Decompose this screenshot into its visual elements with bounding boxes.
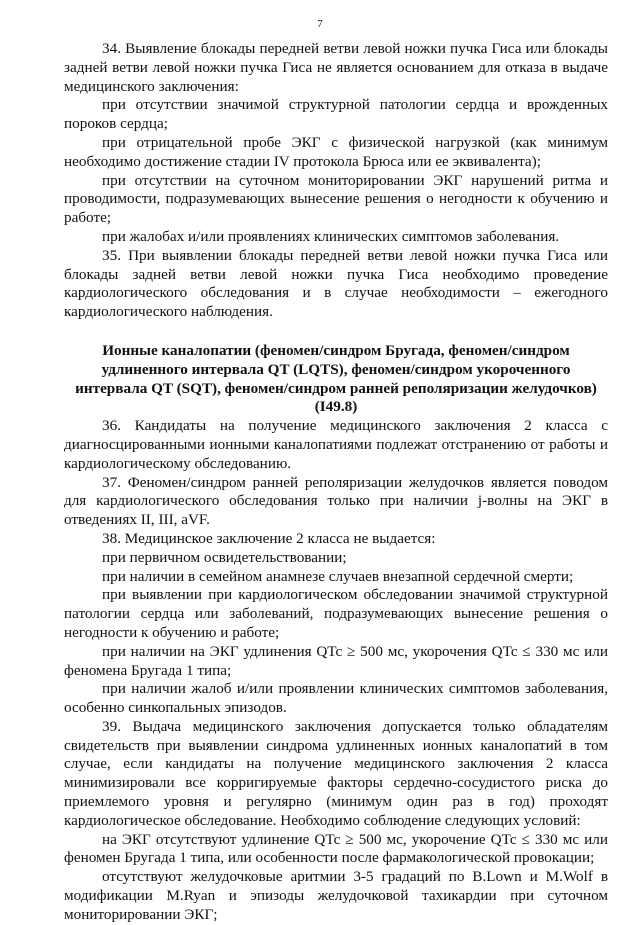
condition-stress-test: при отрицательной пробе ЭКГ с физической нагрузкой (как минимум необходимо достижение стадии IV протокола Брюса или ее эквивалента);: [64, 133, 608, 170]
condition-initial-exam: при первичном освидетельствовании;: [102, 548, 347, 566]
condition-symptoms: при жалобах и/или проявлениях клинических симптомов заболевания.: [102, 227, 560, 245]
requirement-ecg: на ЭКГ отсутствуют удлинение QTc ≥ 500 мс, укорочение QTc ≤ 330 мс или феномен Бругада 1 типа, или особенности после фармакологической провокации;: [64, 830, 608, 867]
paragraph-38: 38. Медицинское заключение 2 класса не выдается:: [102, 529, 436, 547]
paragraph-37: 37. Феномен/синдром ранней реполяризации желудочков является поводом для кардиологического обследования только при наличии j-волны на ЭКГ в отведениях II, III, aVF.: [64, 473, 608, 529]
paragraph-39: 39. Выдача медицинского заключения допускается только обладателям свидетельств при выявлении синдрома удлиненных ионных каналопатий в том случае, если кандидаты на получение медицинского заключения 2 класса минимизировали все корригируемые факторы сердечно-сосудистого риска до приемлемого уровня и регулярно (минимум один раз в год) проходят кардиологическое обследование. Необходимо соблюдение следующих условий:: [64, 717, 608, 829]
condition-family-history: при наличии в семейном анамнезе случаев внезапной сердечной смерти;: [102, 567, 574, 585]
document-body: [64, 40, 608, 925]
section-gap: [64, 322, 608, 342]
condition-cardio-exam: при выявлении при кардиологическом обследовании значимой структурной патологии сердца или заболеваний, подразумевающих вынесение решения о негодности к обучению и работе;: [64, 586, 608, 641]
page-number: 7: [317, 18, 323, 30]
condition-holter: при отсутствии на суточном мониторировании ЭКГ нарушений ритма и проводимости, подразумевающих вынесение решения о негодности к обучению и работе;: [64, 171, 608, 227]
condition-syncope: при наличии жалоб и/или проявлении клинических симптомов заболевания, особенно синкопальных эпизодов.: [64, 680, 608, 717]
condition-structural-pathology: при отсутствии значимой структурной патологии сердца и врожденных пороков сердца;: [64, 96, 608, 133]
paragraph-36: 36. Кандидаты на получение медицинского заключения 2 класса с диагносцированными ионными каналопатиями подлежат отстранению от работы и кардиологическому обследованию.: [64, 417, 608, 472]
requirement-arrhythmia: отсутствуют желудочковые аритмии 3-5 градаций по B.Lown и M.Wolf в модификации M.Ryan и эпизоды желудочковой тахикардии при суточном мониторировании ЭКГ;: [64, 868, 608, 923]
condition-qtc-ecg: при наличии на ЭКГ удлинения QTc ≥ 500 мс, укорочения QTc ≤ 330 мс или феномена Бругада 1 типа;: [64, 642, 608, 679]
paragraph-35: 35. При выявлении блокады передней ветви левой ножки пучка Гиса или блокады задней ветви левой ножки пучка Гиса необходимо проведение кардиологического обследования и в случае необходимости – ежегодного кардиологического наблюдения.: [64, 246, 608, 321]
paragraph-34: 34. Выявление блокады передней ветви левой ножки пучка Гиса или блокады задней ветви левой ножки пучка Гиса не является основанием для отказа в выдаче медицинского заключения:: [64, 40, 608, 95]
section-heading: Ионные каналопатии (феномен/синдром Бругада, феномен/синдром удлиненного интервала QT (LQTS), феномен/синдром укороченного интервала QT (SQT), феномен/синдром ранней реполяризации желудочков) (I49.8): [75, 341, 597, 416]
